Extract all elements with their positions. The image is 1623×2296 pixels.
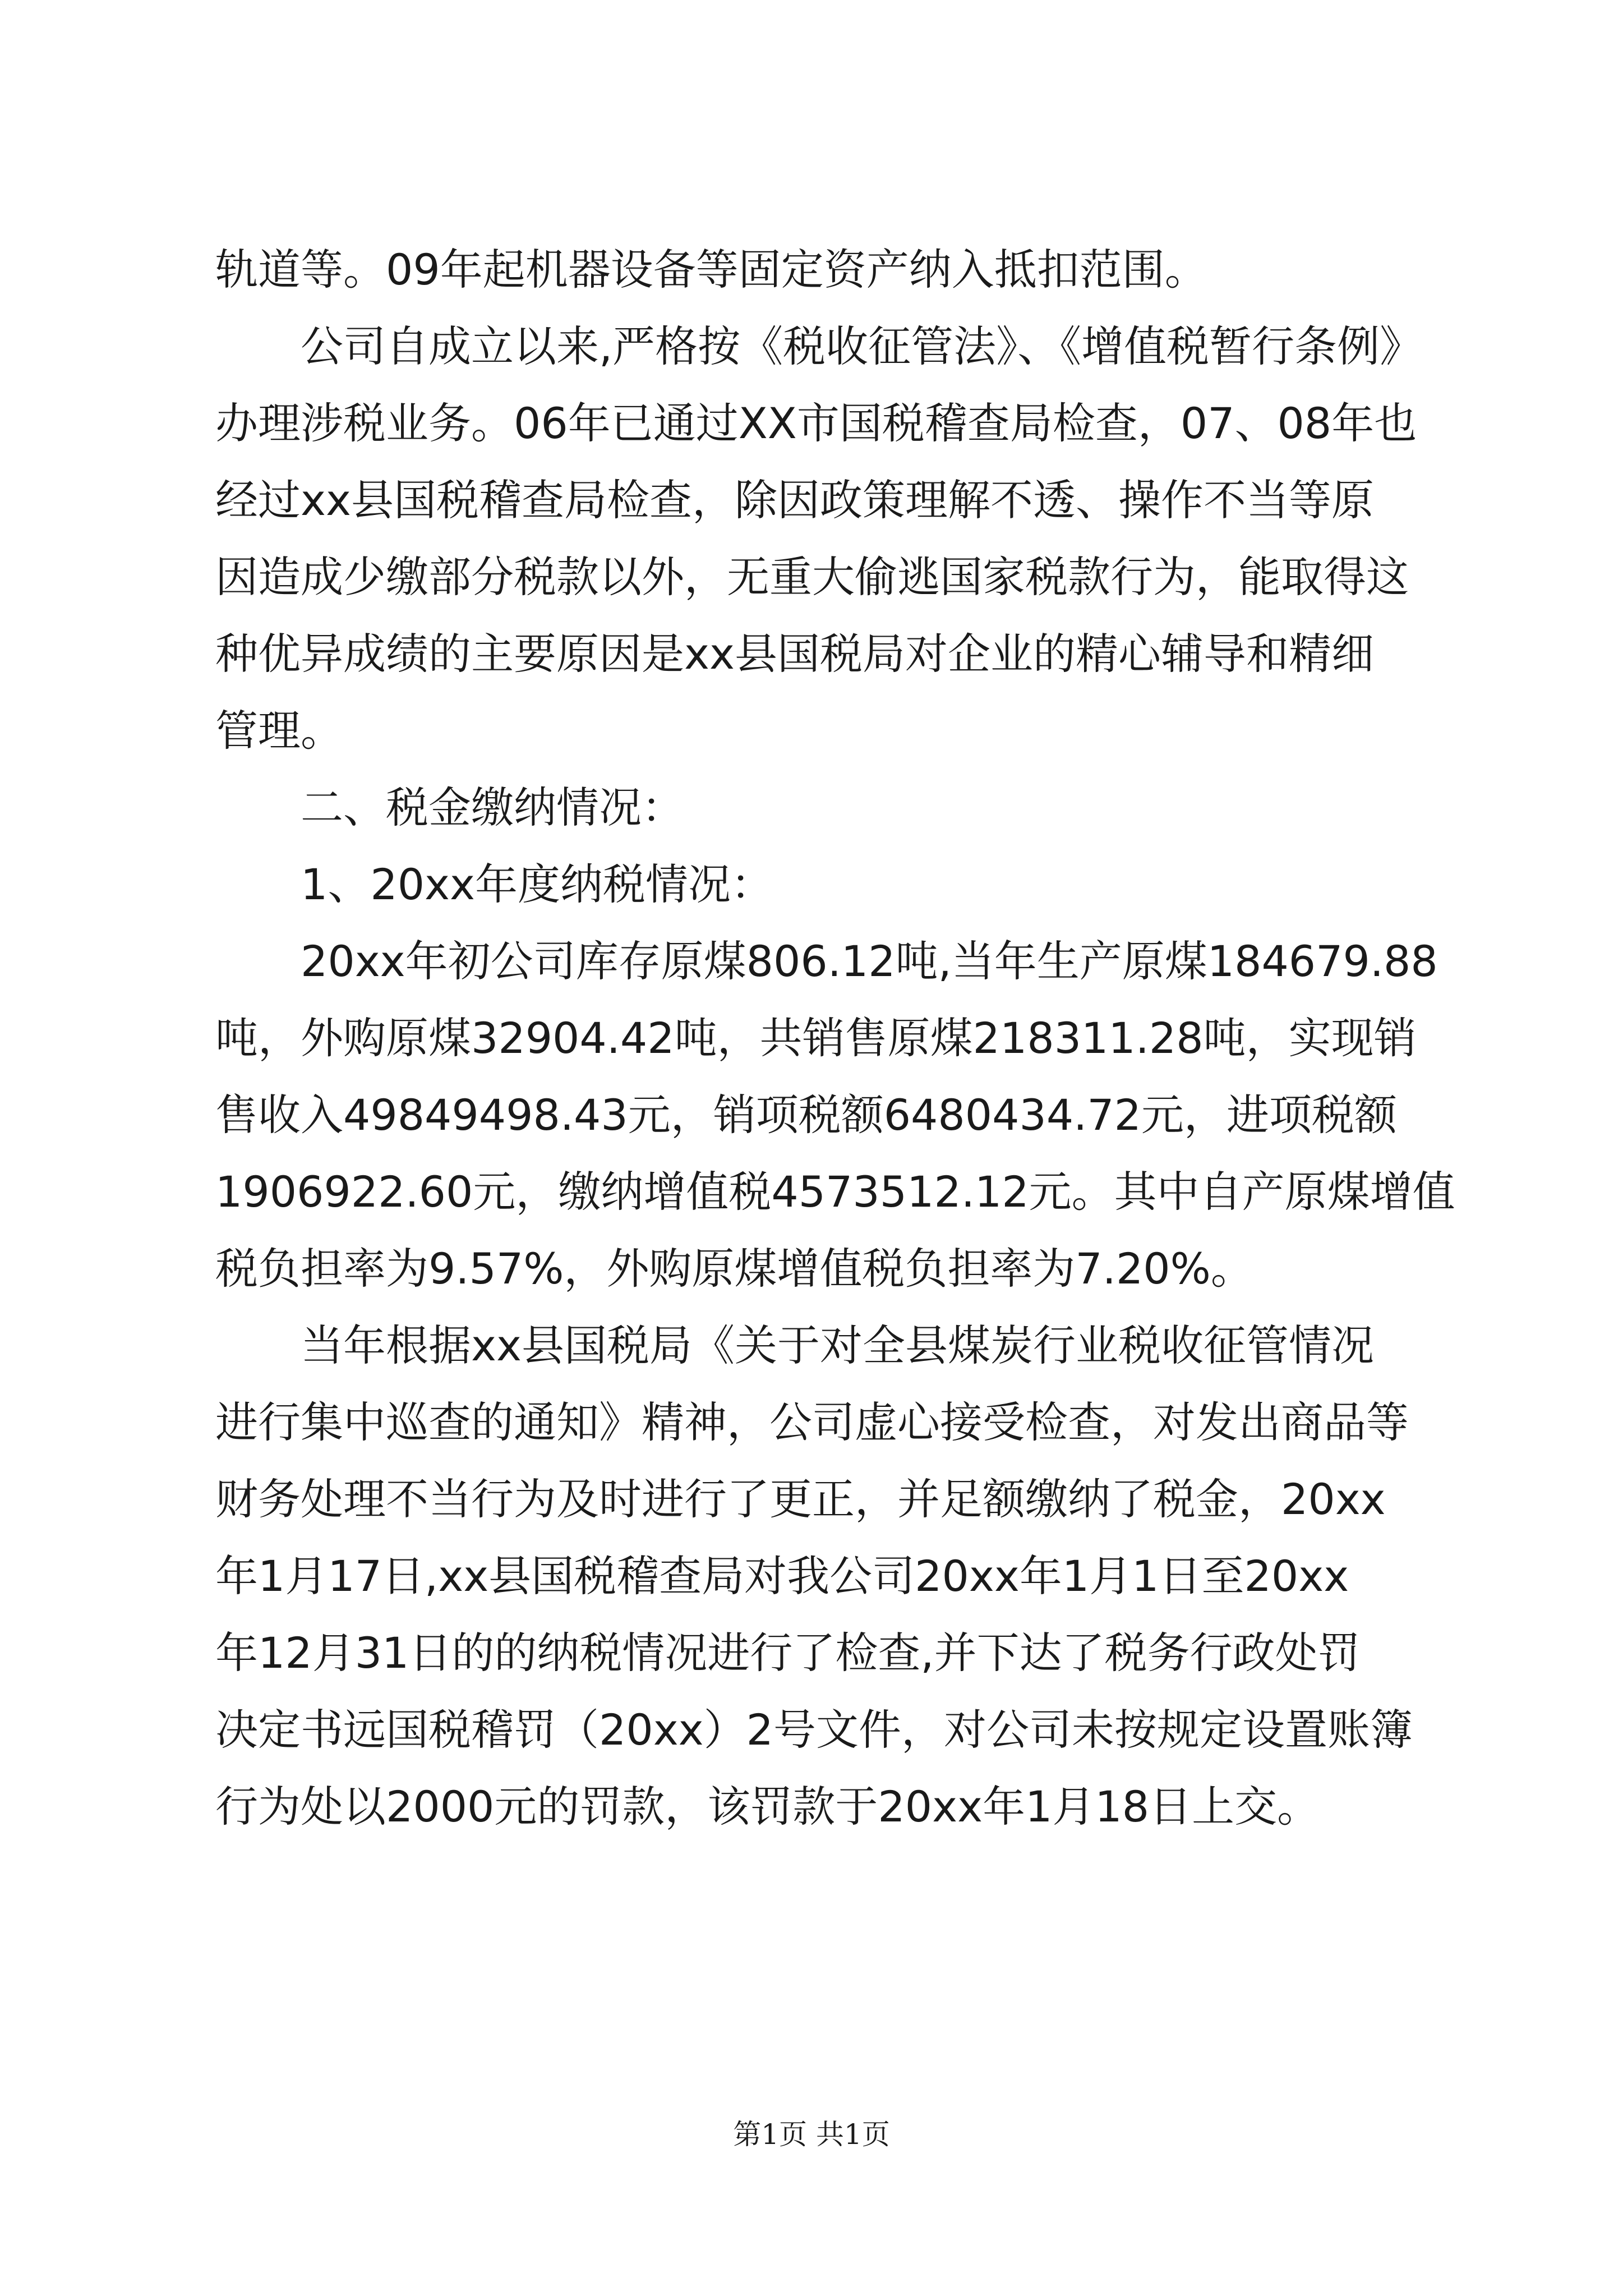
text-line: 税负担率为9.57%，外购原煤增值税负担率为7.20%。: [215, 1244, 1253, 1294]
text-line: 进行集中巡查的通知》精神，公司虚心接受检查，对发出商品等: [215, 1397, 1409, 1447]
text-line: 当年根据xx县国税局《关于对全县煤炭行业税收征管情况: [301, 1320, 1374, 1370]
text-line: 吨，外购原煤32904.42吨，共销售原煤218311.28吨，实现销: [215, 1013, 1417, 1063]
text-line: 年1月17日,xx县国税稽查局对我公司20xx年1月1日至20xx: [215, 1551, 1349, 1601]
page-footer: 第1页 共1页: [733, 2118, 890, 2151]
text-line: 年12月31日的的纳税情况进行了检查,并下达了税务行政处罚: [215, 1628, 1361, 1678]
section-heading: 二、税金缴纳情况：: [301, 783, 684, 832]
text-line: 经过xx县国税稽查局检查，除因政策理解不透、操作不当等原: [215, 475, 1374, 525]
text-line: 办理涉税业务。06年已通过XX市国税稽查局检查，07、08年也: [215, 398, 1417, 448]
text-line: 管理。: [215, 706, 343, 756]
text-line: 行为处以2000元的罚款，该罚款于20xx年1月18日上交。: [215, 1782, 1320, 1832]
text-line: 决定书远国税稽罚（20xx）2号文件，对公司未按规定设置账簿: [215, 1705, 1413, 1755]
text-line: 种优异成绩的主要原因是xx县国税局对企业的精心辅导和精细: [215, 629, 1374, 679]
text-line: 轨道等。09年起机器设备等固定资产纳入抵扣范围。: [215, 245, 1207, 295]
text-line: 1906922.60元，缴纳增值税4573512.12元。其中自产原煤增值: [215, 1167, 1455, 1217]
text-line: 售收入49849498.43元，销项税额6480434.72元，进项税额: [215, 1090, 1398, 1140]
text-line: 因造成少缴部分税款以外，无重大偷逃国家税款行为，能取得这: [215, 552, 1409, 602]
text-line: 20xx年初公司库存原煤806.12吨,当年生产原煤184679.88: [301, 936, 1438, 986]
text-line: 财务处理不当行为及时进行了更正，并足额缴纳了税金，20xx: [215, 1474, 1386, 1524]
text-line: 公司自成立以来,严格按《税收征管法》、《增值税暂行条例》: [301, 321, 1423, 371]
subsection-heading: 1、20xx年度纳税情况：: [301, 859, 774, 909]
